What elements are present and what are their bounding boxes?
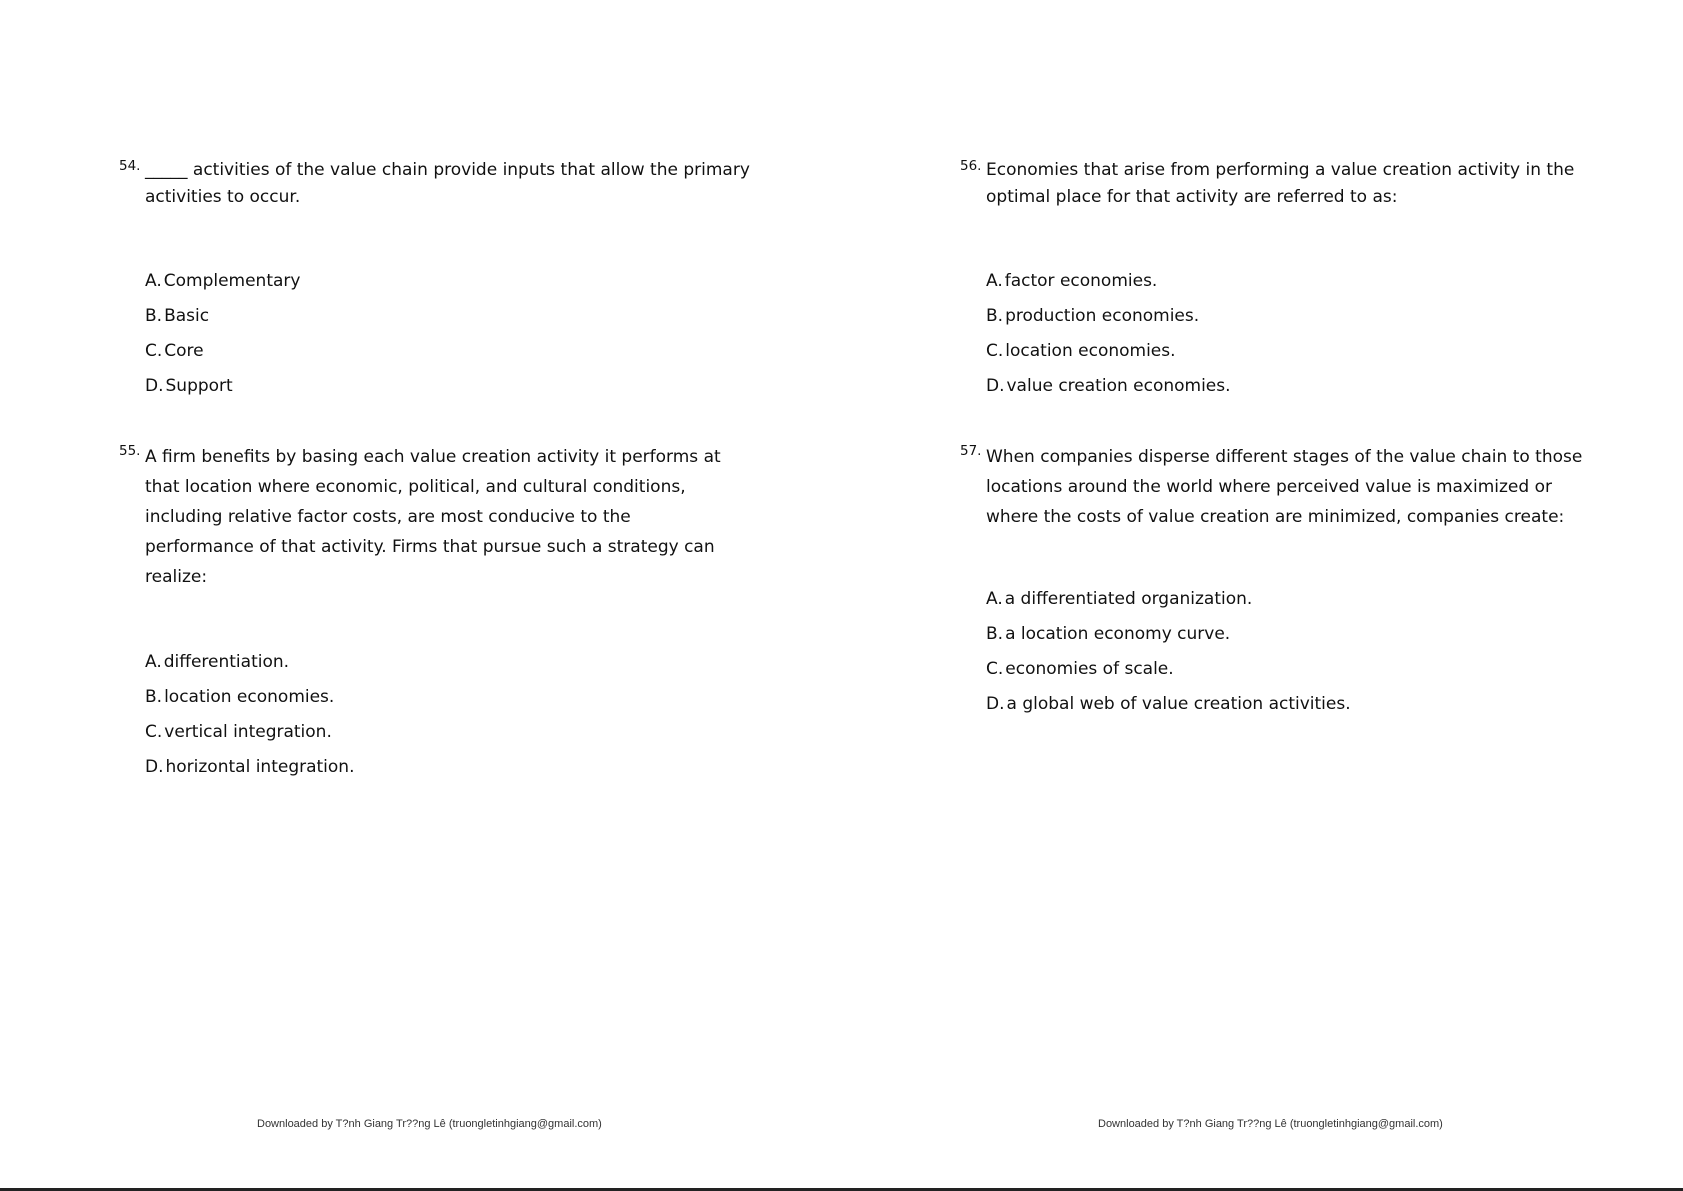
option-c (986, 659, 1351, 694)
option-letter: A. (145, 271, 162, 291)
option-letter: B. (986, 624, 1004, 644)
answer-options (986, 271, 1231, 411)
option-c (145, 722, 354, 757)
option-letter: C. (145, 722, 163, 742)
option-d (145, 757, 354, 792)
question-number: 57. (960, 443, 982, 459)
option-text: a differentiated organization. (1004, 589, 1253, 609)
option-a (986, 589, 1351, 624)
option-letter: D. (986, 694, 1005, 714)
option-a (986, 271, 1231, 306)
option-letter: C. (145, 341, 163, 361)
option-letter: B. (986, 306, 1004, 326)
question-text: A firm benefits by basing each value creation activity it performs at that location where economic, political, and cultural conditions, including relative factor costs, are most conducive to the performance of that activity. Firms that pursue such a strategy can realize: (145, 447, 721, 587)
download-footer-right: Downloaded by T?nh Giang Tr??ng Lê (truongletinhgiang@gmail.com) (1098, 1118, 1443, 1130)
option-letter: A. (986, 589, 1003, 609)
option-text: horizontal integration. (165, 757, 355, 777)
question-text: _____ activities of the value chain provide inputs that allow the primary activities to occur. (145, 160, 750, 207)
option-b (145, 687, 354, 722)
question-56 (960, 157, 1586, 396)
option-letter: D. (986, 376, 1005, 396)
question-54 (119, 157, 765, 396)
question-number: 56. (960, 158, 982, 174)
option-text: vertical integration. (164, 722, 332, 742)
answer-options (986, 589, 1351, 729)
option-b (986, 624, 1351, 659)
option-letter: B. (145, 687, 163, 707)
option-text: Complementary (163, 271, 301, 291)
option-text: a location economy curve. (1005, 624, 1231, 644)
question-55 (119, 442, 735, 777)
option-c (145, 341, 300, 376)
option-c (986, 341, 1231, 376)
download-footer-left: Downloaded by T?nh Giang Tr??ng Lê (truongletinhgiang@gmail.com) (257, 1118, 602, 1130)
option-letter: D. (145, 757, 164, 777)
question-text: When companies disperse different stages of the value chain to those locations around the world where perceived value is maximized or where the costs of value creation are minimized, companies create: (986, 447, 1583, 527)
option-text: Support (165, 376, 233, 396)
option-d (986, 376, 1231, 411)
question-57 (960, 442, 1586, 714)
page-left (0, 0, 841, 1191)
answer-options (145, 652, 354, 792)
option-text: value creation economies. (1006, 376, 1231, 396)
option-text: factor economies. (1004, 271, 1158, 291)
option-a (145, 271, 300, 306)
option-text: production economies. (1005, 306, 1200, 326)
option-text: location economies. (164, 687, 335, 707)
option-letter: A. (986, 271, 1003, 291)
option-text: economies of scale. (1005, 659, 1174, 679)
option-text: differentiation. (163, 652, 290, 672)
option-d (986, 694, 1351, 729)
option-text: location economies. (1005, 341, 1176, 361)
option-letter: A. (145, 652, 162, 672)
answer-options (145, 271, 300, 411)
question-number: 54. (119, 158, 141, 174)
option-text: Basic (164, 306, 210, 326)
option-b (145, 306, 300, 341)
option-d (145, 376, 300, 411)
option-text: Core (164, 341, 204, 361)
option-letter: C. (986, 659, 1004, 679)
option-letter: B. (145, 306, 163, 326)
option-text: a global web of value creation activities. (1006, 694, 1351, 714)
option-letter: D. (145, 376, 164, 396)
option-b (986, 306, 1231, 341)
option-letter: C. (986, 341, 1004, 361)
question-number: 55. (119, 443, 141, 459)
question-text: Economies that arise from performing a value creation activity in the optimal place for that activity are referred to as: (986, 160, 1575, 207)
option-a (145, 652, 354, 687)
